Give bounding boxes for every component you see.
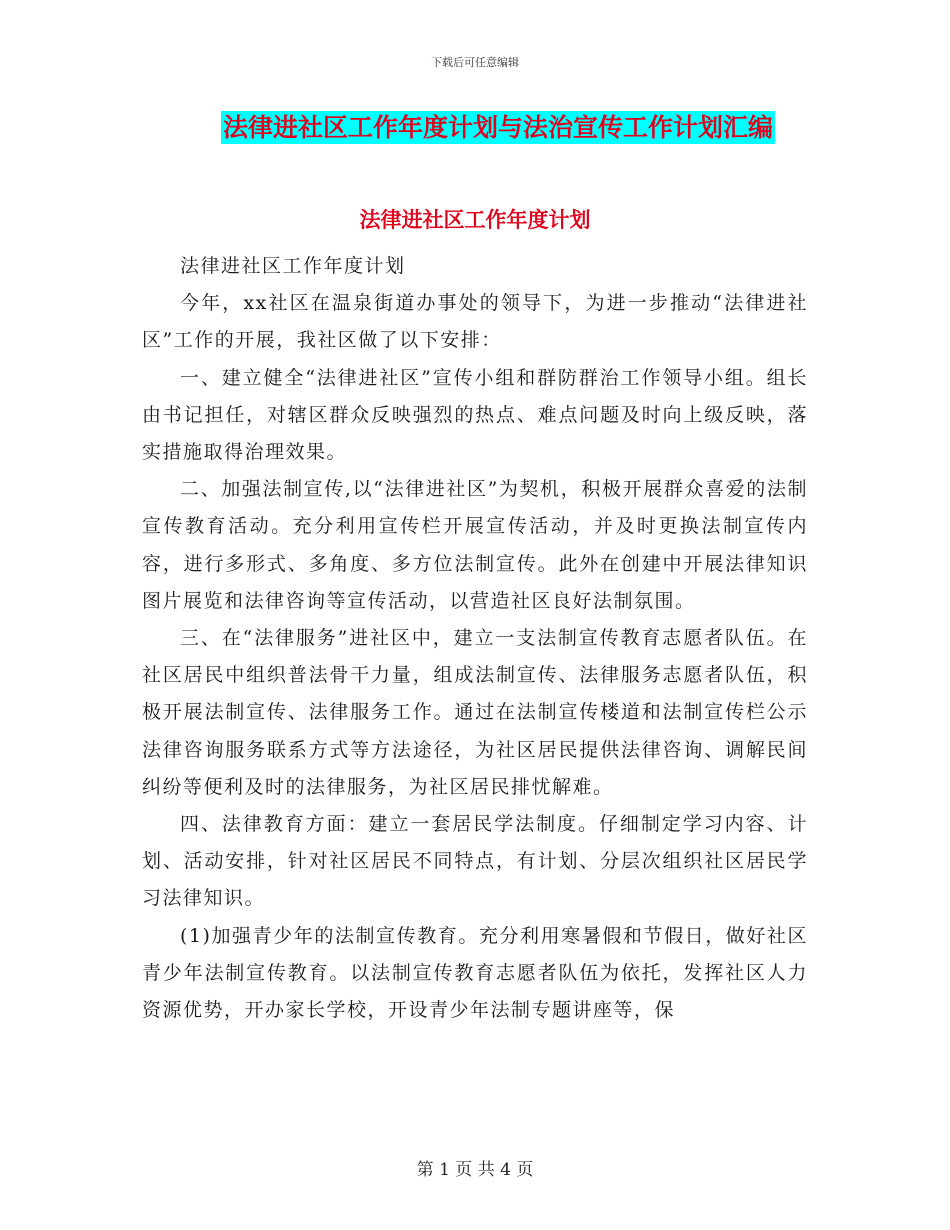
header-note: 下载后可任意编辑 xyxy=(431,56,519,69)
section-title: 法律进社区工作年度计划 xyxy=(359,208,591,232)
document-body xyxy=(142,248,808,1029)
paragraph: 三、在“法律服务”进社区中，建立一支法制宣传教育志愿者队伍。在社区居民中组织普法骨干力量，组成法制宣传、法律服务志愿者队伍，积极开展法制宣传、法律服务工作。通过在法制宣传楼道和法制宣传栏公示法律咨询服务联系方式等方法途径，为社区居民提供法律咨询、调解民间纠纷等便利及时的法律服务，为社区居民排忧解难。 xyxy=(142,627,808,798)
main-title-container xyxy=(0,111,950,144)
paragraph: 四、法律教育方面：建立一套居民学法制度。仔细制定学习内容、计划、活动安排，针对社区居民不同特点，有计划、分层次组织社区居民学习法律知识。 xyxy=(142,813,808,910)
paragraph: 二、加强法制宣传,以“法律进社区”为契机，积极开展群众喜爱的法制宣传教育活动。充分利用宣传栏开展宣传活动，并及时更换法制宣传内容，进行多形式、多角度、多方位法制宣传。此外在创建中开展法律知识图片展览和法律咨询等宣传活动，以营造社区良好法制氛围。 xyxy=(142,478,808,612)
page-footer: 第 1 页 共 4 页 xyxy=(416,1160,534,1180)
paragraph: 法律进社区工作年度计划 xyxy=(180,255,406,277)
paragraph: 今年，xx社区在温泉街道办事处的领导下，为进一步推动“法律进社区”工作的开展，我社区做了以下安排： xyxy=(142,292,808,352)
main-title: 法律进社区工作年度计划与法治宣传工作计划汇编 xyxy=(222,113,773,142)
paragraph: (1)加强青少年的法制宣传教育。充分利用寒暑假和节假日，做好社区青少年法制宣传教育。以法制宣传教育志愿者队伍为依托，发挥社区人力资源优势，开办家长学校，开设青少年法制专题讲座等，保 xyxy=(142,924,808,1022)
paragraph: 一、建立健全“法律进社区”宣传小组和群防群治工作领导小组。组长由书记担任，对辖区群众反映强烈的热点、难点问题及时向上级反映，落实措施取得治理效果。 xyxy=(142,366,808,464)
